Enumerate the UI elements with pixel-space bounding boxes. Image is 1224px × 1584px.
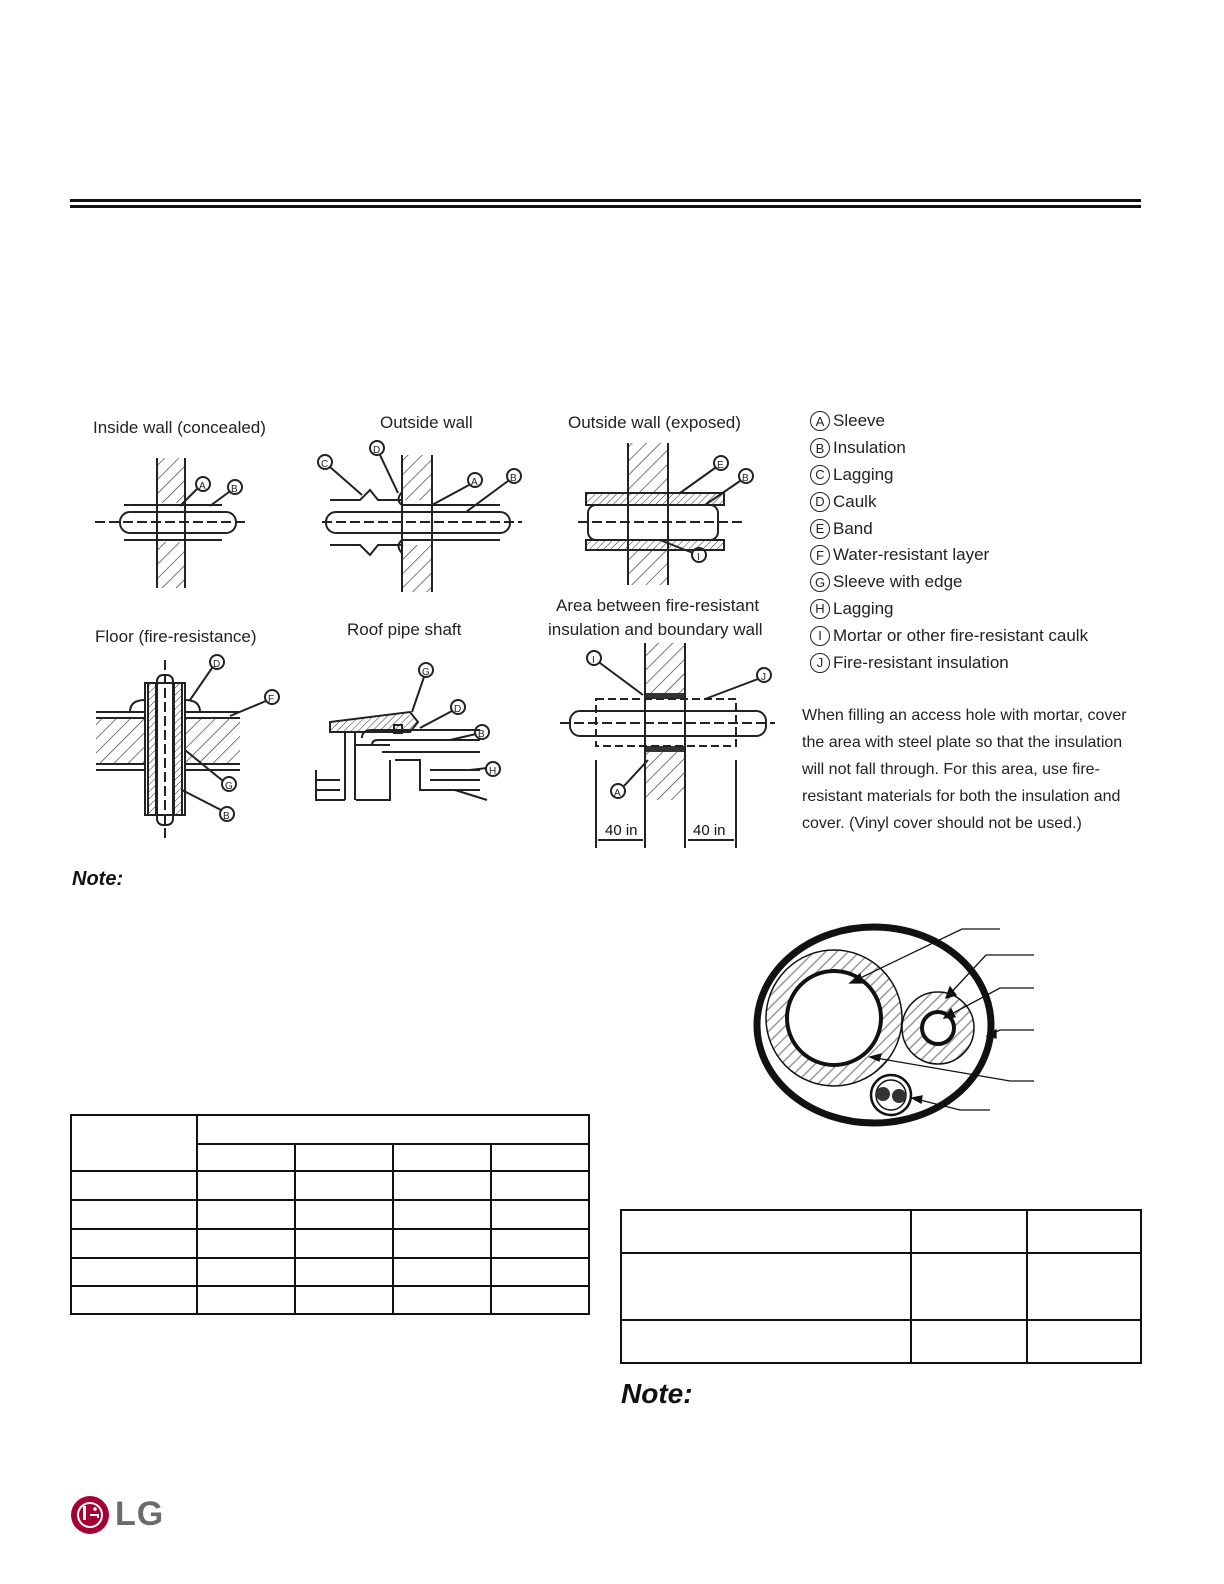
- table-cell: [197, 1286, 295, 1314]
- svg-text:E: E: [717, 460, 724, 471]
- table-cell: [491, 1144, 589, 1171]
- legend-letter: C: [810, 465, 830, 485]
- table-cell: [295, 1286, 393, 1314]
- svg-text:G: G: [422, 667, 430, 678]
- table-cell: [491, 1171, 589, 1200]
- table-row: [71, 1286, 589, 1314]
- table-cell: [621, 1210, 911, 1253]
- lg-face-icon: [71, 1496, 109, 1534]
- diagram-boundary-wall: [560, 643, 775, 848]
- svg-text:A: A: [614, 788, 621, 799]
- legend-letter: B: [810, 438, 830, 458]
- table-cell: [295, 1229, 393, 1258]
- legend-letter: E: [810, 519, 830, 539]
- svg-text:G: G: [225, 781, 233, 792]
- table-cell: [911, 1320, 1027, 1363]
- table-cell: [71, 1286, 197, 1314]
- brand-wordmark: LG: [115, 1495, 165, 1533]
- table-cell: [71, 1200, 197, 1229]
- legend-item: [810, 408, 1088, 435]
- table-cell: [71, 1171, 197, 1200]
- svg-text:A: A: [471, 477, 478, 488]
- legend-letter: H: [810, 599, 830, 619]
- legend-letter: A: [810, 411, 830, 431]
- table-cell: [71, 1115, 197, 1171]
- note-label-1: Note:: [72, 868, 124, 890]
- legend-item: [810, 596, 1088, 623]
- table-cell: [491, 1258, 589, 1286]
- svg-text:I: I: [592, 655, 595, 666]
- svg-text:B: B: [742, 473, 749, 484]
- legend-label: Fire-resistant insulation: [833, 652, 1009, 672]
- table-cell: [295, 1258, 393, 1286]
- boundary-title-1: Area between fire-resistant: [556, 596, 760, 615]
- table-cell: [197, 1200, 295, 1229]
- legend-label: Water-resistant layer: [833, 545, 990, 565]
- table-cell: [1027, 1210, 1141, 1253]
- svg-text:J: J: [761, 672, 766, 683]
- legend-label: Insulation: [833, 438, 906, 458]
- dimension-left: 40 in: [605, 822, 638, 839]
- table-cell: [393, 1258, 491, 1286]
- legend-label: Sleeve: [833, 411, 885, 431]
- legend-label: Lagging: [833, 464, 894, 484]
- svg-text:B: B: [223, 811, 230, 822]
- legend-item: [810, 542, 1088, 569]
- svg-text:A: A: [199, 481, 206, 492]
- legend-item: [810, 488, 1088, 515]
- svg-text:H: H: [489, 766, 497, 777]
- svg-text:I: I: [697, 552, 700, 563]
- table-cell: [71, 1229, 197, 1258]
- legend-letter: F: [810, 545, 830, 565]
- legend-letter: I: [810, 626, 830, 646]
- table-cell: [621, 1320, 911, 1363]
- table-cell: [1027, 1320, 1141, 1363]
- legend-letter: D: [810, 492, 830, 512]
- table-cell: [197, 1171, 295, 1200]
- diagram-outside-wall: [318, 441, 522, 592]
- right-table: [620, 1209, 1142, 1364]
- table-cell: [197, 1144, 295, 1171]
- boundary-title-2: insulation and boundary wall: [548, 620, 763, 639]
- table-cell: [393, 1286, 491, 1314]
- outside-wall-title: Outside wall: [380, 413, 473, 432]
- diagram-outside-exposed: [578, 443, 753, 585]
- legend-item: [810, 569, 1088, 596]
- table-cell: [71, 1258, 197, 1286]
- table-cell: [491, 1286, 589, 1314]
- legend-item: [810, 649, 1088, 676]
- legend-label: Sleeve with edge: [833, 572, 963, 592]
- legend-label: Mortar or other fire-resistant caulk: [833, 625, 1089, 645]
- legend-letter: J: [810, 653, 830, 673]
- svg-text:D: D: [373, 445, 381, 456]
- svg-text:B: B: [510, 473, 517, 484]
- svg-text:B: B: [231, 484, 238, 495]
- outside-exposed-title: Outside wall (exposed): [568, 413, 741, 432]
- legend-label: Lagging: [833, 598, 894, 618]
- dimension-right: 40 in: [693, 822, 726, 839]
- legend-label: Caulk: [833, 491, 877, 511]
- table-cell: [295, 1171, 393, 1200]
- table-row: [621, 1210, 1141, 1253]
- inside-wall-title: Inside wall (concealed): [93, 418, 266, 437]
- fill-instructions: When filling an access hole with mortar, cover the area with steel plate so that the insulation will not fall through. For this area, use fire-resistant materials for both the insulation and cover. (Vinyl cover should not be used.): [802, 707, 1127, 832]
- svg-text:F: F: [268, 694, 275, 705]
- lg-logo: [71, 1495, 164, 1534]
- roof-title: Roof pipe shaft: [347, 620, 462, 639]
- legend-letter: G: [810, 572, 830, 592]
- svg-text:D: D: [213, 659, 221, 670]
- table-cell: [621, 1253, 911, 1320]
- svg-text:C: C: [321, 459, 329, 470]
- legend: [810, 408, 1088, 676]
- pipe-bundle-cross-section: [740, 915, 1050, 1130]
- table-row: [71, 1200, 589, 1229]
- left-table: [70, 1114, 590, 1315]
- pipe-penetration-diagrams: [0, 0, 800, 860]
- legend-item: [810, 515, 1088, 542]
- table-cell: [393, 1229, 491, 1258]
- table-cell: [491, 1229, 589, 1258]
- table-cell: [197, 1258, 295, 1286]
- table-cell: [295, 1200, 393, 1229]
- svg-text:D: D: [454, 704, 462, 715]
- table-cell: [393, 1144, 491, 1171]
- diagram-floor: [96, 655, 279, 840]
- legend-item: [810, 462, 1088, 489]
- table-row: [71, 1258, 589, 1286]
- legend-item: [810, 435, 1088, 462]
- table-row: [621, 1320, 1141, 1363]
- diagram-inside-wall: [95, 458, 245, 588]
- table-cell: [197, 1229, 295, 1258]
- floor-title: Floor (fire-resistance): [95, 627, 257, 646]
- table-row: [71, 1171, 589, 1200]
- diagram-roof-shaft: [316, 663, 500, 800]
- table-row: [71, 1229, 589, 1258]
- table-cell: [197, 1115, 589, 1144]
- table-cell: [911, 1210, 1027, 1253]
- table-cell: [393, 1171, 491, 1200]
- table-cell: [393, 1200, 491, 1229]
- legend-item: [810, 622, 1088, 649]
- table-cell: [911, 1253, 1027, 1320]
- legend-label: Band: [833, 518, 873, 538]
- table-cell: [1027, 1253, 1141, 1320]
- table-row: [621, 1253, 1141, 1320]
- svg-text:B: B: [478, 729, 485, 740]
- note-label-2: Note:: [621, 1378, 693, 1409]
- table-cell: [295, 1144, 393, 1171]
- table-cell: [491, 1200, 589, 1229]
